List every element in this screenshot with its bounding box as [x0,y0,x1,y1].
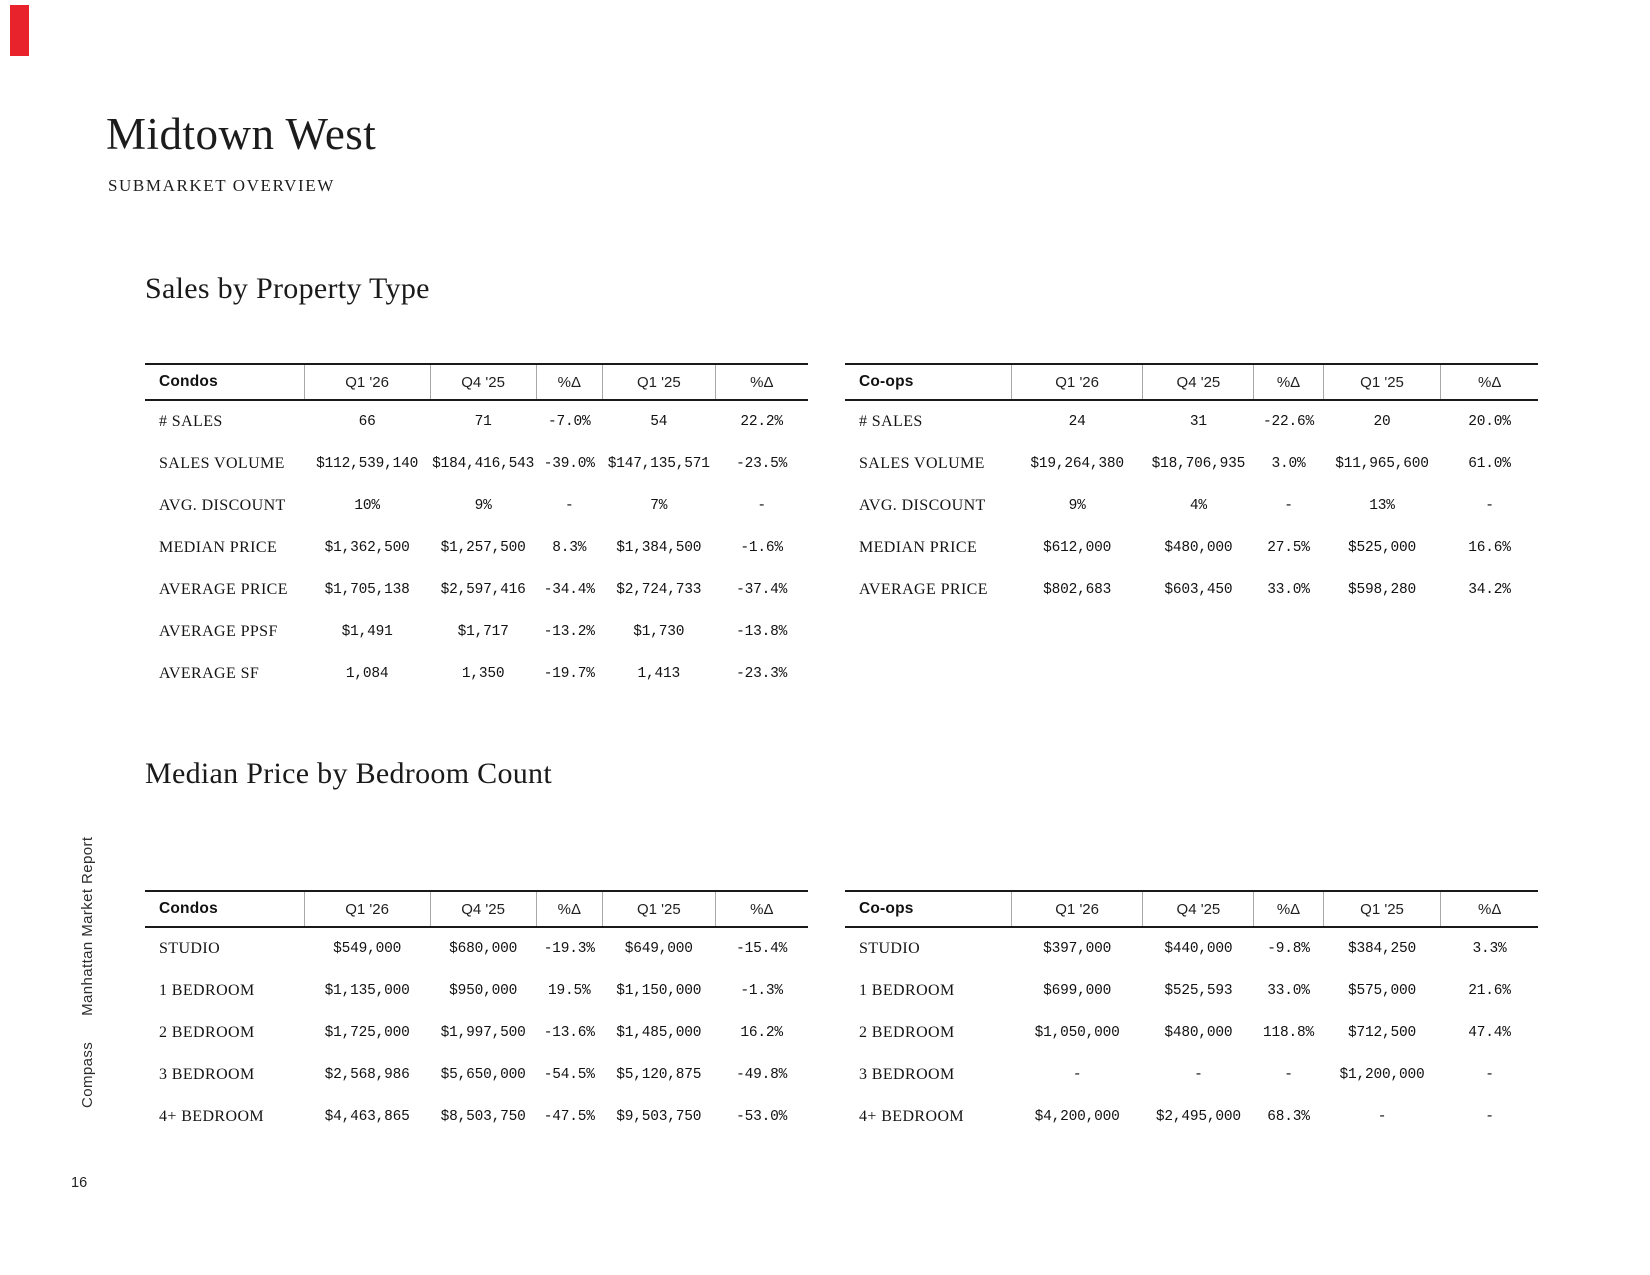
cell-value: $525,000 [1348,540,1417,556]
row-label: # SALES [859,413,923,430]
cell-value: $112,539,140 [316,456,419,472]
cell-value: - [1377,1109,1387,1125]
table-group-label: Condos [145,364,304,400]
table [145,363,808,695]
table-header-row [845,891,1538,927]
table-row [145,527,808,569]
cell-value: $1,717 [457,624,509,640]
table-group-label: Co-ops [845,364,1011,400]
table-row [845,527,1538,569]
cell-value: 24 [1068,414,1086,430]
cell-value: 9% [474,498,492,514]
row-label: SALES VOLUME [859,455,985,472]
table-row [845,970,1538,1012]
column-header-pct-delta-2: %Δ [715,364,808,400]
table-row [845,1054,1538,1096]
report-name-label: Manhattan Market Report [79,836,96,1016]
cell-value: $480,000 [1164,540,1233,556]
row-label: STUDIO [159,940,221,957]
cell-value: -54.5% [543,1067,595,1083]
table-header-row [845,364,1538,400]
row-label: 2 BEDROOM [859,1024,955,1041]
cell-value: -19.7% [543,666,595,682]
cell-value: $649,000 [624,941,693,957]
table-row [145,653,808,695]
cell-value: -34.4% [543,582,595,598]
cell-value: 10% [354,498,380,514]
cell-value: $575,000 [1348,983,1417,999]
sidebar-vertical-label [79,837,96,1108]
cell-value: 13% [1369,498,1395,514]
cell-value: $384,250 [1348,941,1417,957]
table-row [145,485,808,527]
cell-value: $1,200,000 [1339,1067,1425,1083]
cell-value: -23.5% [736,456,788,472]
cell-value: $950,000 [449,983,518,999]
cell-value: $2,597,416 [440,582,526,598]
cell-value: 118.8% [1262,1025,1314,1041]
cell-value: - [1072,1067,1082,1083]
cell-value: -7.0% [548,414,591,430]
section-heading-median-price-by-bedroom: Median Price by Bedroom Count [145,757,552,790]
cell-value: $603,450 [1164,582,1233,598]
condos-bedrooms-table [145,890,808,1138]
cell-value: -47.5% [543,1109,595,1125]
column-header-pct-delta: %Δ [1254,364,1323,400]
cell-value: $1,705,138 [324,582,410,598]
page-title: Midtown West [106,109,377,159]
cell-value: 47.4% [1468,1025,1511,1041]
cell-value: -1.3% [740,983,783,999]
cell-value: $4,200,000 [1034,1109,1120,1125]
table-row [845,569,1538,611]
cell-value: -15.4% [736,941,788,957]
column-header-q4-25: Q4 '25 [1143,891,1254,927]
column-header-q4-25: Q4 '25 [430,891,536,927]
cell-value: $5,650,000 [440,1067,526,1083]
table-group-label: Co-ops [845,891,1011,927]
coops-sales-table [845,363,1538,611]
cell-value: $1,997,500 [440,1025,526,1041]
row-label: MEDIAN PRICE [159,539,278,556]
cell-value: $1,135,000 [324,983,410,999]
cell-value: $612,000 [1043,540,1112,556]
cell-value: $1,050,000 [1034,1025,1120,1041]
column-header-pct-delta: %Δ [536,891,602,927]
page-subtitle: SUBMARKET OVERVIEW [108,176,335,195]
cell-value: $680,000 [449,941,518,957]
condos-sales-table [145,363,808,695]
cell-value: - [565,498,574,514]
cell-value: $549,000 [333,941,402,957]
table [145,890,808,1138]
cell-value: $8,503,750 [440,1109,526,1125]
cell-value: 3.3% [1472,941,1507,957]
table-row [145,569,808,611]
cell-value: $1,730 [633,624,685,640]
cell-value: $480,000 [1164,1025,1233,1041]
cell-value: - [1485,498,1494,514]
cell-value: 71 [474,414,492,430]
cell-value: $5,120,875 [616,1067,702,1083]
cell-value: $2,724,733 [616,582,702,598]
cell-value: 19.5% [548,983,591,999]
cell-value: $598,280 [1348,582,1417,598]
cell-value: 31 [1189,414,1207,430]
row-label: # SALES [159,413,223,430]
table-header-row [145,364,808,400]
column-header-pct-delta: %Δ [1254,891,1323,927]
row-label: AVERAGE SF [159,665,260,682]
column-header-pct-delta-2: %Δ [1441,364,1538,400]
cell-value: $1,485,000 [616,1025,702,1041]
cell-value: $4,463,865 [324,1109,410,1125]
table-row [845,927,1538,970]
cell-value: 8.3% [552,540,587,556]
cell-value: 66 [358,414,376,430]
cell-value: 16.6% [1468,540,1511,556]
column-header-q1-25: Q1 '25 [602,891,715,927]
cell-value: $1,150,000 [616,983,702,999]
cell-value: $18,706,935 [1151,456,1246,472]
column-header-pct-delta: %Δ [536,364,602,400]
cell-value: 61.0% [1468,456,1511,472]
column-header-q1-25: Q1 '25 [602,364,715,400]
column-header-pct-delta-2: %Δ [715,891,808,927]
row-label: 1 BEDROOM [159,982,255,999]
accent-mark [10,5,29,56]
section-heading-sales-by-property-type: Sales by Property Type [145,272,430,305]
cell-value: $2,568,986 [324,1067,410,1083]
brand-label: Compass [79,1041,96,1108]
row-label: 3 BEDROOM [859,1066,955,1083]
cell-value: $1,362,500 [324,540,410,556]
cell-value: -1.6% [740,540,783,556]
cell-value: - [1485,1067,1494,1083]
table-header-row [145,891,808,927]
cell-value: $1,384,500 [616,540,702,556]
cell-value: 7% [650,498,668,514]
row-label: 2 BEDROOM [159,1024,255,1041]
cell-value: $397,000 [1043,941,1112,957]
cell-value: - [1284,498,1293,514]
cell-value: -13.2% [543,624,595,640]
cell-value: $147,135,571 [607,456,710,472]
cell-value: - [1284,1067,1293,1083]
cell-value: $712,500 [1348,1025,1417,1041]
cell-value: 34.2% [1468,582,1511,598]
table-row [145,1012,808,1054]
cell-value: $9,503,750 [616,1109,702,1125]
row-label: 4+ BEDROOM [159,1108,265,1125]
table-row [845,485,1538,527]
cell-value: $2,495,000 [1155,1109,1241,1125]
column-header-q1-26: Q1 '26 [1011,891,1143,927]
cell-value: $802,683 [1043,582,1112,598]
cell-value: 9% [1068,498,1086,514]
cell-value: $440,000 [1164,941,1233,957]
column-header-q1-26: Q1 '26 [304,364,430,400]
cell-value: 16.2% [740,1025,783,1041]
cell-value: 54 [650,414,668,430]
table-row [845,400,1538,443]
row-label: SALES VOLUME [159,455,285,472]
table-row [845,1012,1538,1054]
cell-value: 33.0% [1267,582,1310,598]
cell-value: 21.6% [1468,983,1511,999]
cell-value: -53.0% [736,1109,788,1125]
cell-value: -13.8% [736,624,788,640]
cell-value: $11,965,600 [1335,456,1429,472]
column-header-q1-25: Q1 '25 [1323,364,1441,400]
row-label: 4+ BEDROOM [859,1108,965,1125]
page-number: 16 [71,1175,88,1191]
table-group-label: Condos [145,891,304,927]
cell-value: $525,593 [1164,983,1233,999]
table-row [845,1096,1538,1138]
table-row [145,1096,808,1138]
column-header-q4-25: Q4 '25 [430,364,536,400]
coops-bedrooms-table [845,890,1538,1138]
cell-value: 20.0% [1468,414,1511,430]
table-row [145,611,808,653]
table [845,363,1538,611]
table [845,890,1538,1138]
row-label: AVG. DISCOUNT [859,497,986,514]
column-header-q1-25: Q1 '25 [1323,891,1441,927]
row-label: AVERAGE PRICE [859,581,988,598]
cell-value: - [1194,1067,1203,1083]
row-label: AVERAGE PPSF [159,623,278,640]
cell-value: -22.6% [1262,414,1314,430]
cell-value: $184,416,543 [432,456,535,472]
cell-value: -39.0% [543,456,595,472]
cell-value: 68.3% [1267,1109,1310,1125]
cell-value: - [757,498,766,514]
cell-value: 3.0% [1271,456,1306,472]
row-label: 3 BEDROOM [159,1066,255,1083]
column-header-pct-delta-2: %Δ [1441,891,1538,927]
cell-value: 1,084 [345,666,389,682]
cell-value: 1,350 [461,666,505,682]
cell-value: 33.0% [1267,983,1310,999]
cell-value: -19.3% [543,941,595,957]
row-label: MEDIAN PRICE [859,539,978,556]
cell-value: $699,000 [1043,983,1112,999]
table-row [145,1054,808,1096]
cell-value: -49.8% [736,1067,788,1083]
table-row [145,970,808,1012]
cell-value: $1,725,000 [324,1025,410,1041]
cell-value: -13.6% [543,1025,595,1041]
table-row [145,400,808,443]
cell-value: $1,257,500 [440,540,526,556]
row-label: AVERAGE PRICE [159,581,288,598]
table-row [845,443,1538,485]
table-row [145,927,808,970]
cell-value: - [1485,1109,1494,1125]
row-label: 1 BEDROOM [859,982,955,999]
table-row [145,443,808,485]
cell-value: 4% [1189,498,1207,514]
cell-value: -37.4% [736,582,788,598]
cell-value: 1,413 [637,666,681,682]
row-label: STUDIO [859,940,921,957]
column-header-q1-26: Q1 '26 [1011,364,1143,400]
column-header-q1-26: Q1 '26 [304,891,430,927]
cell-value: $1,491 [341,624,393,640]
cell-value: 20 [1373,414,1391,430]
cell-value: -23.3% [736,666,788,682]
cell-value: -9.8% [1267,941,1310,957]
cell-value: $19,264,380 [1030,456,1124,472]
cell-value: 27.5% [1267,540,1310,556]
cell-value: 22.2% [740,414,783,430]
column-header-q4-25: Q4 '25 [1143,364,1254,400]
row-label: AVG. DISCOUNT [159,497,286,514]
